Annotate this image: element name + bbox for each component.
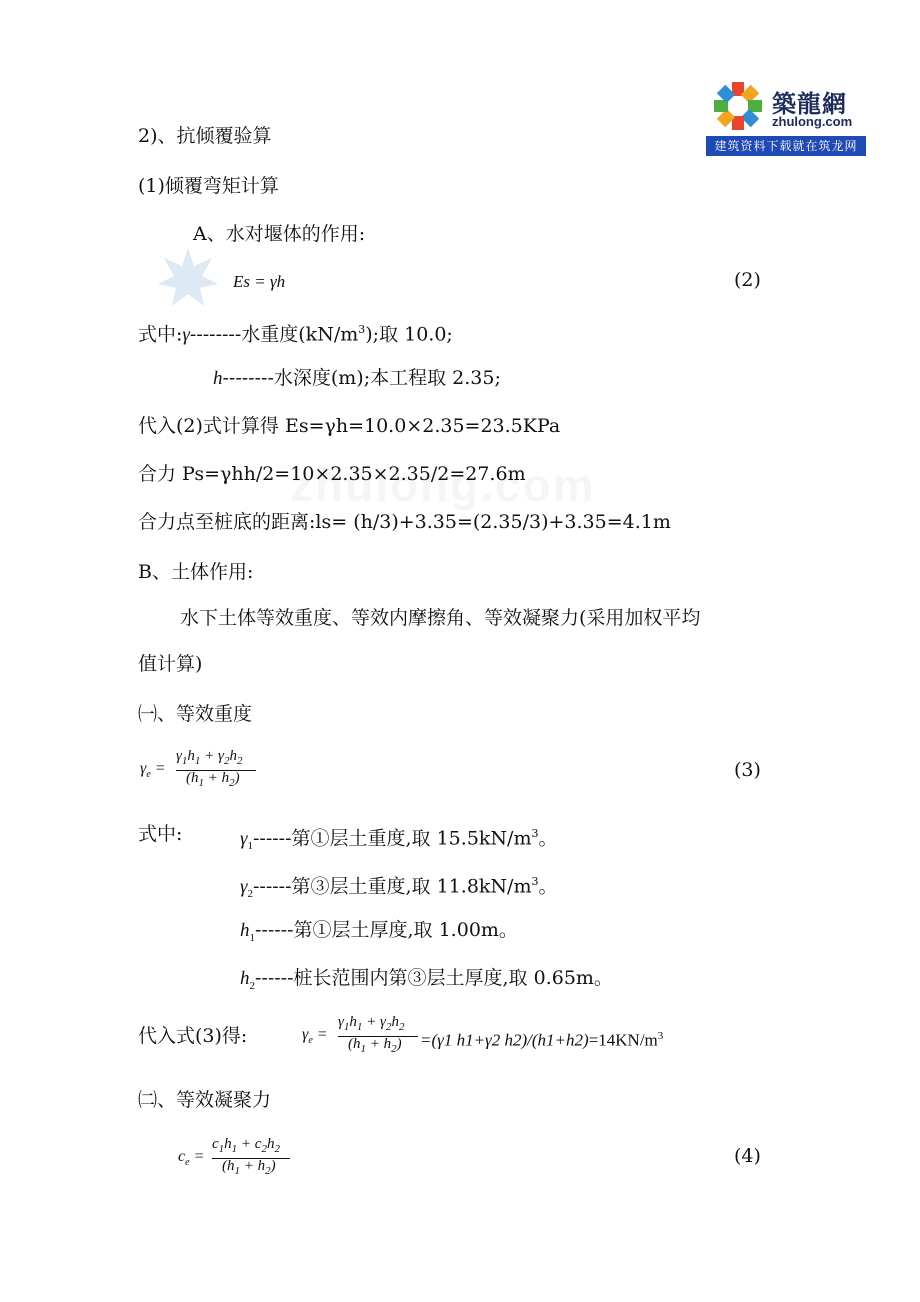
gamma2-tail: 。 — [538, 875, 558, 898]
subst-expression — [420, 1024, 663, 1053]
h1-symbol: h — [240, 920, 250, 941]
gamma1-symbol: γ — [240, 828, 248, 850]
calc-es: 代入(2)式计算得 Es=γh=10.0×2.35=23.5KPa — [138, 415, 561, 437]
formula-c-e — [178, 1136, 298, 1184]
gamma2-symbol: γ — [240, 876, 248, 898]
gamma2-unit-exp: 3 — [531, 875, 539, 888]
definition-h — [213, 366, 501, 391]
h-desc: --------水深度(m);本工程取 2.35; — [222, 367, 501, 389]
gamma-e-lhs: $\gamma_e$ = — [140, 760, 166, 781]
calc-ls: 合力点至桩底的距离:ls= (h/3)+3.35=(2.35/3)+3.35=4.1m — [138, 511, 671, 533]
definition-gamma-2 — [240, 870, 557, 906]
gamma-e-subst-numerator: $\gamma_1h_1 + \gamma_2h_2$ — [338, 1014, 405, 1033]
section-b-para-2: 值计算) — [138, 653, 203, 675]
definition-gamma — [138, 318, 453, 347]
gamma-e-numerator: $\gamma_1h_1 + \gamma_2h_2$ — [176, 748, 243, 767]
h2-desc: ------桩长范围内第③层土厚度,取 0.65m。 — [255, 967, 613, 989]
h1-index: 1 — [249, 931, 255, 944]
c-e-denominator: $(h_1 + h_2)$ — [222, 1158, 276, 1177]
formula-gamma-e-subst — [302, 1014, 422, 1062]
subst-result: =14KN/m — [588, 1030, 658, 1050]
section-a-title: A、水对堰体的作用: — [193, 223, 366, 245]
gamma2-index: 2 — [247, 888, 253, 901]
definition-gamma-1 — [240, 822, 557, 858]
gamma1-desc: ------第①层土重度,取 15.5kN/m — [253, 827, 532, 850]
c-e-numerator: $c_1h_1 + c_2h_2$ — [212, 1136, 280, 1155]
heading-2: 2)、抗倾覆验算 — [138, 125, 272, 147]
c-e-lhs: $c_e$ = — [178, 1148, 205, 1169]
subst-unit-exp: 3 — [657, 1030, 664, 1042]
gamma-e-denominator: $(h_1 + h_2)$ — [186, 770, 240, 789]
gamma1-unit-exp: 3 — [531, 827, 539, 840]
h2-index: 2 — [249, 979, 255, 992]
gamma-tail: );取 10.0; — [365, 323, 453, 346]
gamma-e-subst-lhs: $\gamma_e$ = — [302, 1026, 328, 1047]
pinwheel-logo-icon — [708, 78, 768, 134]
where-label-3: 式中: — [138, 823, 183, 845]
formula-gamma-e — [140, 748, 260, 796]
h2-symbol: h — [240, 968, 250, 989]
heading-2-1: (1)倾覆弯矩计算 — [138, 175, 279, 197]
logo-tagline: 建筑资料下载就在筑龙网 — [706, 136, 866, 156]
calc-ps: 合力 Ps=γhh/2=10×2.35×2.35/2=27.6m — [138, 463, 526, 485]
eq-number-3: (3) — [734, 759, 761, 781]
section-b-para-1: 水下土体等效重度、等效内摩擦角、等效凝聚力(采用加权平均 — [180, 607, 701, 629]
formula-es: Es = γh — [233, 272, 286, 291]
definition-h2 — [240, 966, 613, 998]
h-symbol: h — [213, 368, 223, 389]
subst-prefix: 代入式(3)得: — [138, 1025, 248, 1047]
subst-middle: =(γ1 h1+γ2 h2)/(h1+h2) — [420, 1030, 589, 1050]
decorative-star-icon — [156, 246, 220, 310]
gamma-unit-exp: 3 — [358, 323, 366, 336]
gamma-desc: --------水重度(kN/m — [189, 323, 359, 346]
eq-number-2: (2) — [734, 269, 761, 291]
zhulong-logo — [706, 78, 866, 158]
section-b-title: B、土体作用: — [138, 561, 254, 583]
logo-name: 築龍網 — [772, 90, 847, 118]
h1-desc: ------第①层土厚度,取 1.00m。 — [255, 919, 518, 941]
where-label: 式中: — [138, 323, 183, 346]
logo-domain: zhulong.com — [772, 114, 853, 129]
gamma-e-subst-denominator: $(h_1 + h_2)$ — [348, 1036, 402, 1055]
eq-number-4: (4) — [734, 1145, 761, 1167]
subsection-2-title: ㈡、等效凝聚力 — [138, 1089, 272, 1111]
gamma2-desc: ------第③层土重度,取 11.8kN/m — [253, 875, 532, 898]
definition-h1 — [240, 918, 518, 950]
gamma1-index: 1 — [247, 840, 253, 853]
subsection-1-title: ㈠、等效重度 — [138, 703, 253, 725]
logo-top — [706, 78, 866, 134]
gamma-symbol: γ — [182, 324, 190, 346]
gamma1-tail: 。 — [538, 827, 558, 850]
